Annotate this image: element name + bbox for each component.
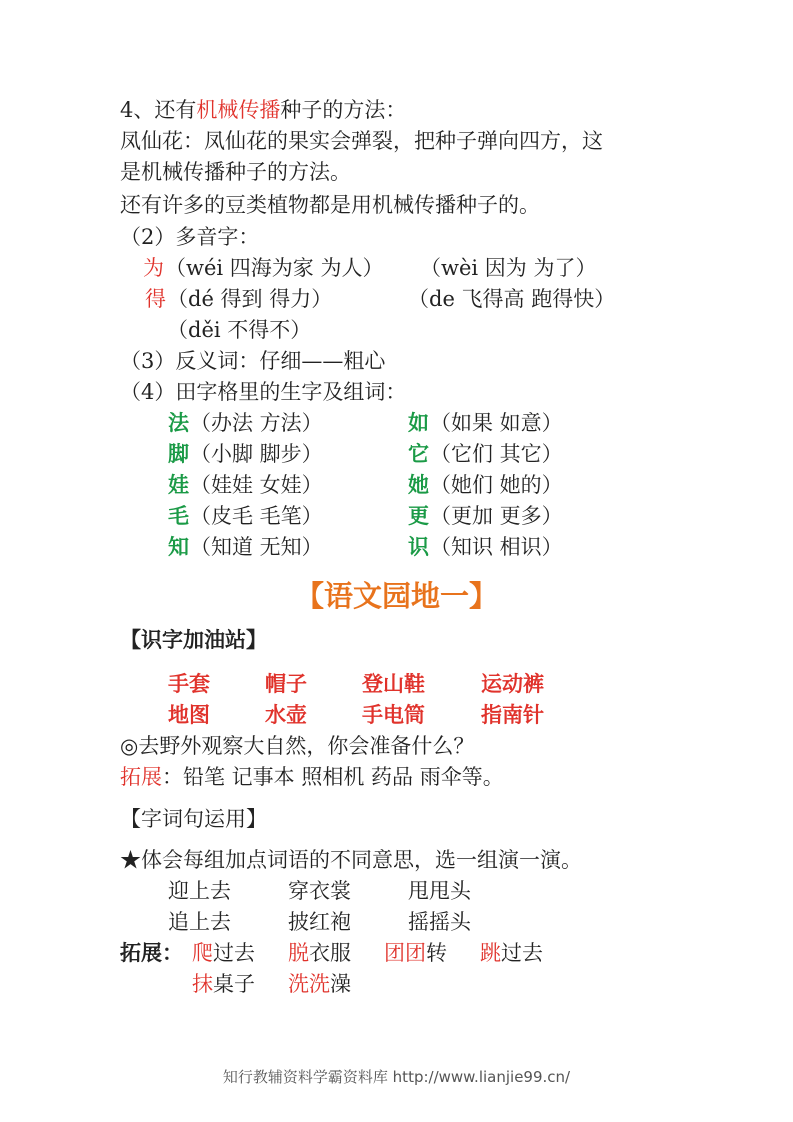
polyphone-heading: （2）多音字： — [120, 225, 260, 249]
polyphone-wei-b: （wèi 因为 为了） — [420, 256, 597, 280]
polyphone-wei-a: （wéi 四海为家 为人） — [165, 256, 384, 280]
extension-phrase: 脱衣服 — [288, 941, 351, 965]
vocab-word: 登山鞋 — [362, 671, 425, 696]
vocab-word: 手套 — [168, 671, 210, 696]
polyphone-dei: （děi 不得不） — [167, 318, 312, 342]
vocab-word: 运动裤 — [481, 671, 544, 696]
footer-watermark: 知行教辅资料学霸资料库 http://www.lianjie99.cn/ — [222, 1068, 571, 1086]
polyphone-wei-char: 为 — [143, 256, 164, 280]
vocab-word: 手电筒 — [362, 702, 425, 727]
vocab-word: 帽子 — [265, 671, 307, 696]
section4-line3: 是机械传播种子的方法。 — [120, 160, 351, 184]
highlight-mechanical: 机械传播 — [196, 98, 281, 122]
section4-line4: 还有许多的豆类植物都是用机械传播种子的。 — [120, 193, 540, 217]
extension-phrase: 跳过去 — [480, 941, 543, 965]
polyphone-de-char: 得 — [145, 287, 166, 311]
polyphone-de-b: （de 飞得高 跑得快） — [408, 287, 616, 311]
section4-line2: 凤仙花：凤仙花的果实会弹裂，把种子弹向四方，这 — [120, 129, 603, 153]
grid-heading: （4）田字格里的生字及组词： — [120, 380, 407, 404]
literacy-question: ◎去野外观察大自然，你会准备什么？ — [120, 734, 475, 758]
usage-task: ★体会每组加点词语的不同意思，选一组演一演。 — [120, 848, 582, 872]
extension-phrase: 洗洗澡 — [288, 972, 351, 996]
literacy-heading: 【识字加油站】 — [120, 627, 267, 652]
usage-extension-label: 拓展： — [120, 940, 183, 965]
vocab-word: 指南针 — [481, 702, 544, 727]
extension-label: 拓展 — [120, 765, 162, 789]
extension-phrase: 抹桌子 — [192, 972, 255, 996]
extension-phrase: 爬过去 — [192, 941, 255, 965]
section4-heading: 4、还有机械传播种子的方法： — [120, 98, 407, 122]
vocab-word: 地图 — [168, 702, 210, 727]
polyphone-de-a: （dé 得到 得力） — [167, 287, 333, 311]
garden-title: 【语文园地一】 — [294, 579, 498, 613]
literacy-extension: 拓展：铅笔 记事本 照相机 药品 雨伞等。 — [120, 765, 504, 789]
extension-phrase: 团团转 — [384, 941, 447, 965]
antonym-line: （3）反义词：仔细——粗心 — [120, 349, 386, 373]
vocab-word: 水壶 — [265, 702, 307, 727]
usage-heading: 【字词句运用】 — [120, 807, 267, 831]
